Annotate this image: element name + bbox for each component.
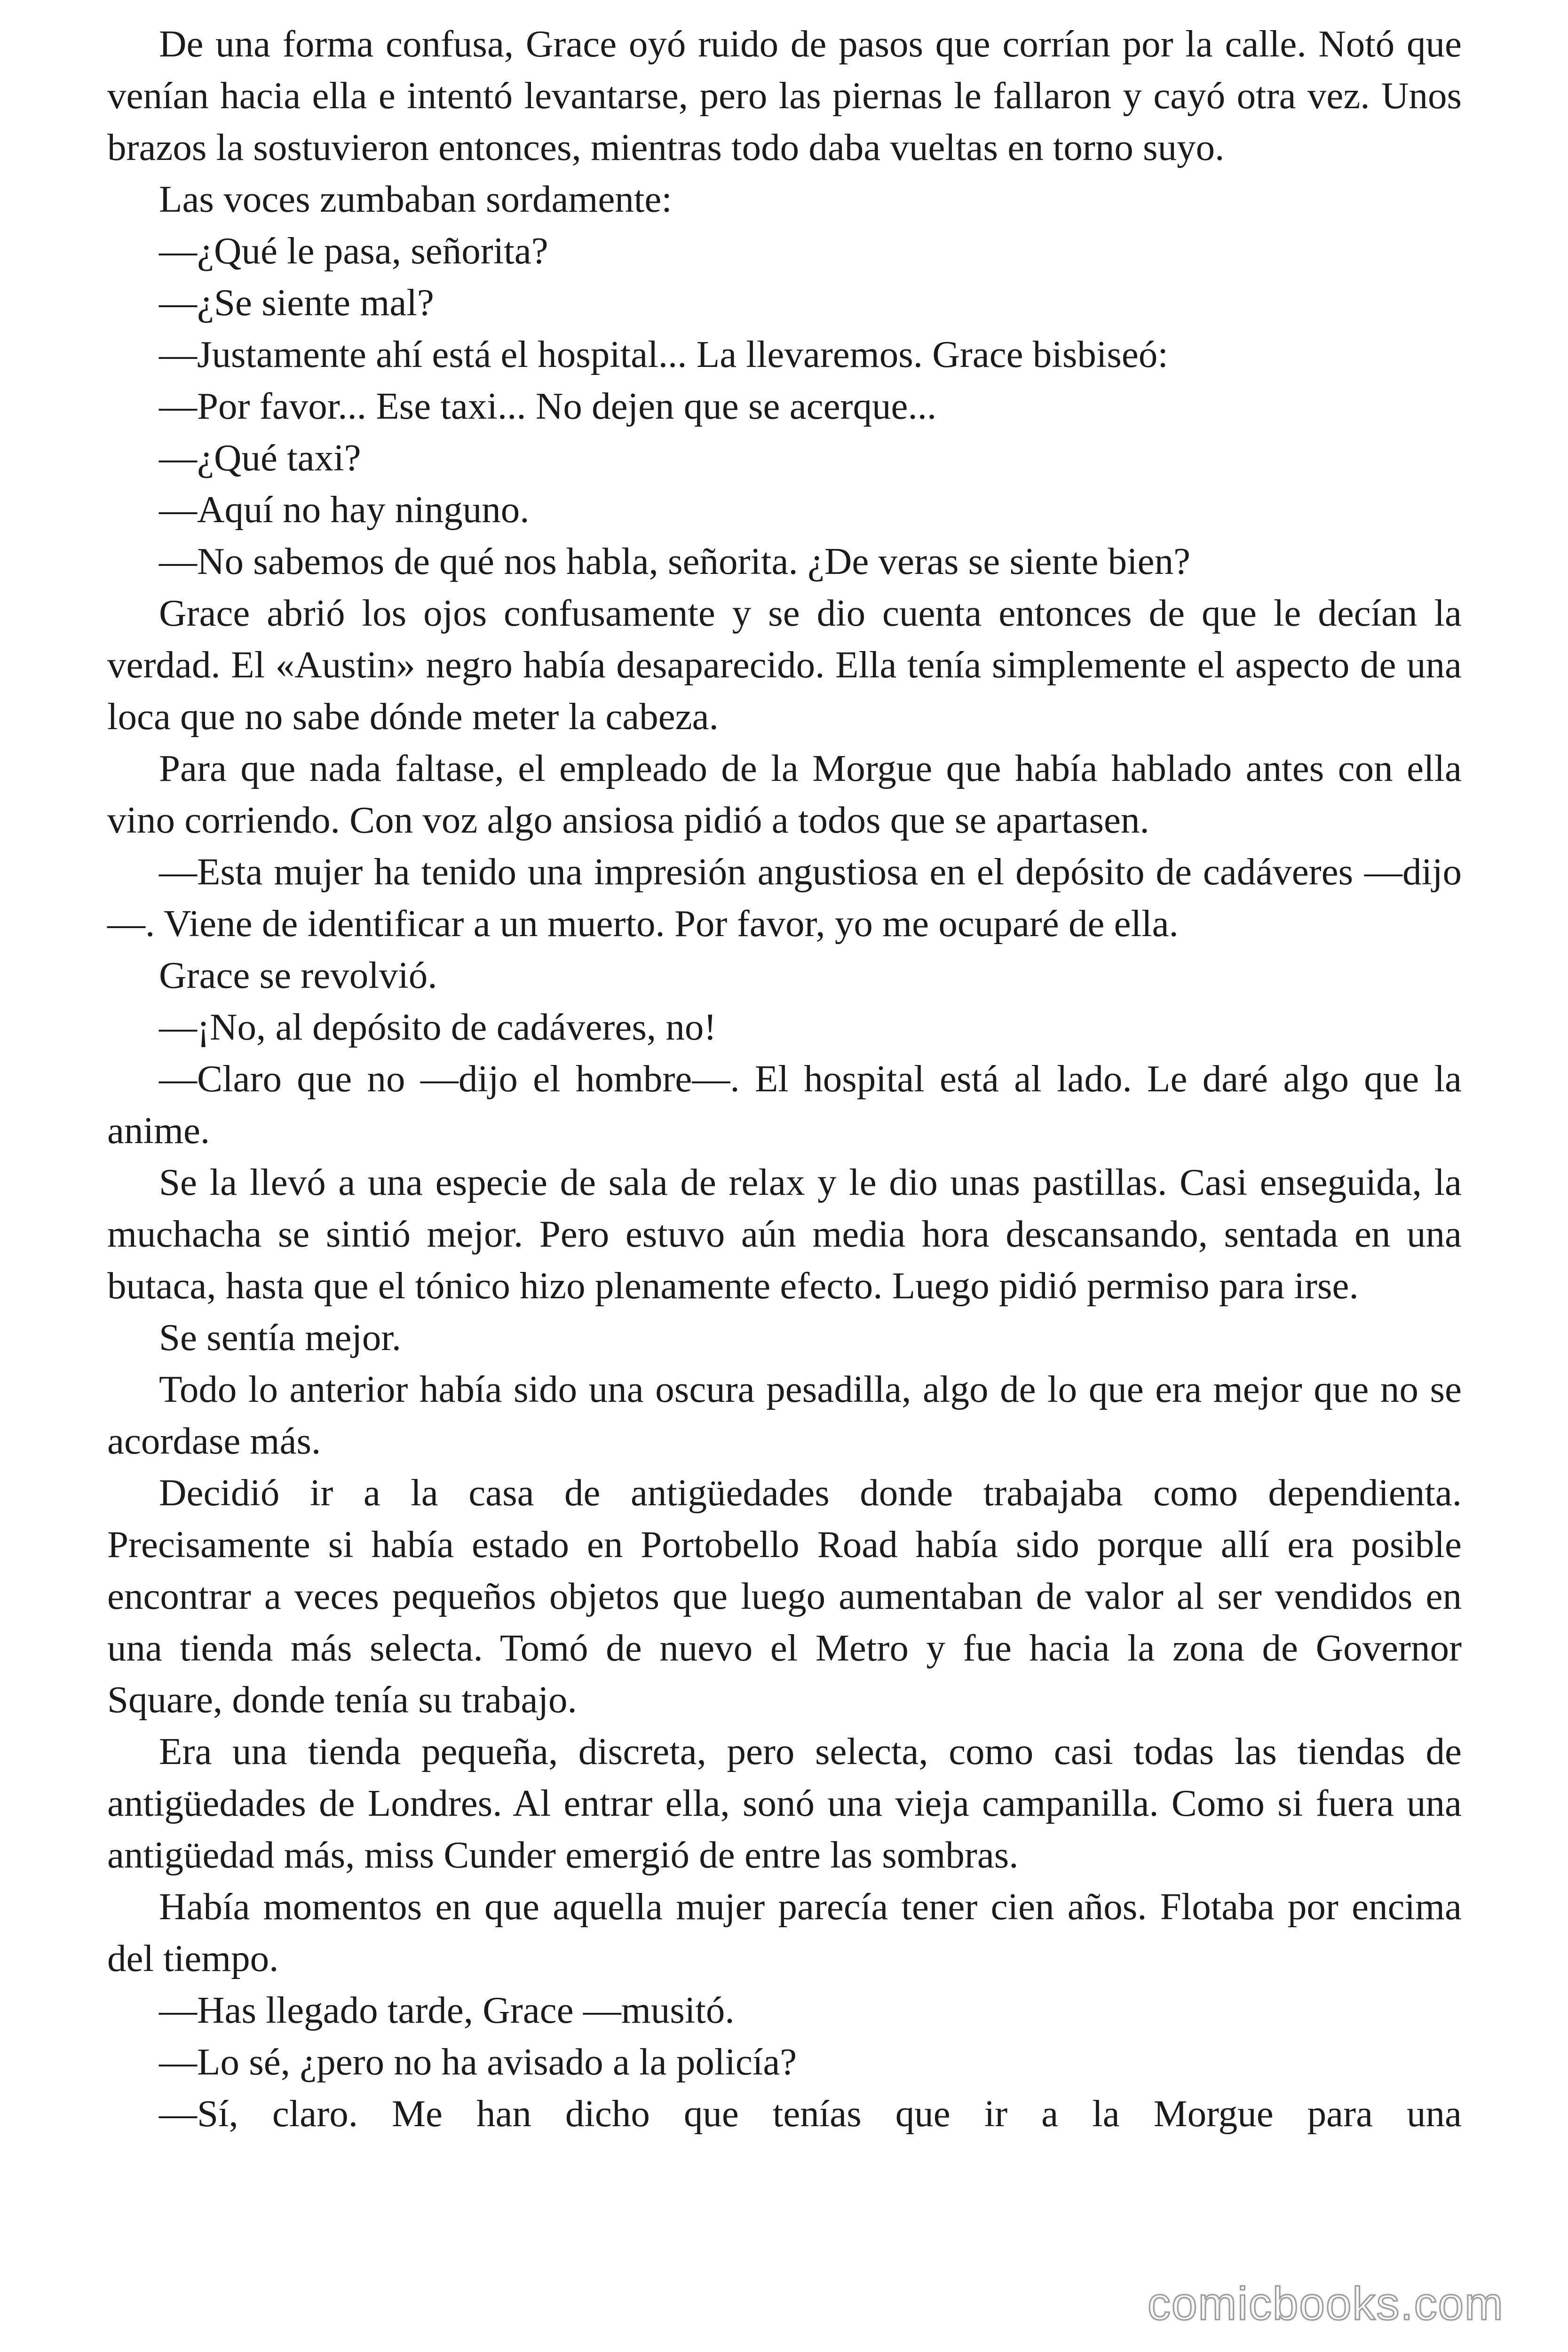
paragraph: —No sabemos de qué nos habla, señorita. ¿De veras se siente bien? — [159, 540, 1191, 582]
paragraph: Grace se revolvió. — [159, 954, 437, 996]
paragraph: Era una tienda pequeña, discreta, pero selecta, como casi todas las tiendas de antigüedades de Londres. Al entrar ella, sonó una vieja campanilla. Como si fuera una antigüedad más, miss Cunder emergió de entre las sombras. — [107, 1730, 1462, 1876]
paragraph: —Esta mujer ha tenido una impresión angustiosa en el depósito de cadáveres —dijo—. Viene de identificar a un muerto. Por favor, yo me ocuparé de ella. — [107, 850, 1462, 945]
book-page-text — [107, 18, 1462, 2139]
paragraph: Se sentía mejor. — [159, 1316, 402, 1359]
paragraph: —Aquí no hay ninguno. — [159, 488, 530, 531]
paragraph: —Lo sé, ¿pero no ha avisado a la policía? — [159, 2041, 797, 2083]
paragraph: —Por favor... Ese taxi... No dejen que se acerque... — [159, 385, 937, 427]
paragraph: Decidió ir a la casa de antigüedades donde trabajaba como dependienta. Precisamente si había estado en Portobello Road había sido porque allí era posible encontrar a veces pequeños objetos que luego aumentaban de valor al ser vendidos en una tienda más selecta. Tomó de nuevo el Metro y fue hacia la zona de Governor Square, donde tenía su trabajo. — [107, 1471, 1462, 1721]
paragraph: —¿Qué taxi? — [159, 437, 361, 479]
paragraph: Se la llevó a una especie de sala de relax y le dio unas pastillas. Casi enseguida, la muchacha se sintió mejor. Pero estuvo aún media hora descansando, sentada en una butaca, hasta que el tónico hizo plenamente efecto. Luego pidió permiso para irse. — [107, 1161, 1462, 1307]
paragraph: Las voces zumbaban sordamente: — [159, 178, 672, 220]
paragraph: —Claro que no —dijo el hombre—. El hospital está al lado. Le daré algo que la anime. — [107, 1057, 1462, 1152]
paragraph: Todo lo anterior había sido una oscura pesadilla, algo de lo que era mejor que no se acordase más. — [107, 1368, 1462, 1462]
paragraph: —¿Se siente mal? — [159, 281, 434, 324]
paragraph: —Has llegado tarde, Grace —musitó. — [159, 1989, 735, 2031]
paragraph: —¡No, al depósito de cadáveres, no! — [159, 1006, 717, 1048]
paragraph: Grace abrió los ojos confusamente y se dio cuenta entonces de que le decían la verdad. El «Austin» negro había desaparecido. Ella tenía simplemente el aspecto de una loca que no sabe dónde meter la cabeza. — [107, 592, 1462, 738]
watermark: comicbooks.com — [1148, 2278, 1504, 2329]
paragraph: —Sí, claro. Me han dicho que tenías que ir a la Morgue para una — [159, 2092, 1462, 2135]
paragraph: Había momentos en que aquella mujer parecía tener cien años. Flotaba por encima del tiempo. — [107, 1885, 1462, 1979]
paragraph: —Justamente ahí está el hospital... La llevaremos. Grace bisbiseó: — [159, 333, 1168, 375]
paragraph: —¿Qué le pasa, señorita? — [159, 230, 548, 272]
paragraph: Para que nada faltase, el empleado de la Morgue que había hablado antes con ella vino corriendo. Con voz algo ansiosa pidió a todos que se apartasen. — [107, 747, 1462, 841]
paragraph: De una forma confusa, Grace oyó ruido de pasos que corrían por la calle. Notó que venían hacia ella e intentó levantarse, pero las piernas le fallaron y cayó otra vez. Unos brazos la sostuvieron entonces, mientras todo daba vueltas en torno suyo. — [107, 23, 1462, 168]
